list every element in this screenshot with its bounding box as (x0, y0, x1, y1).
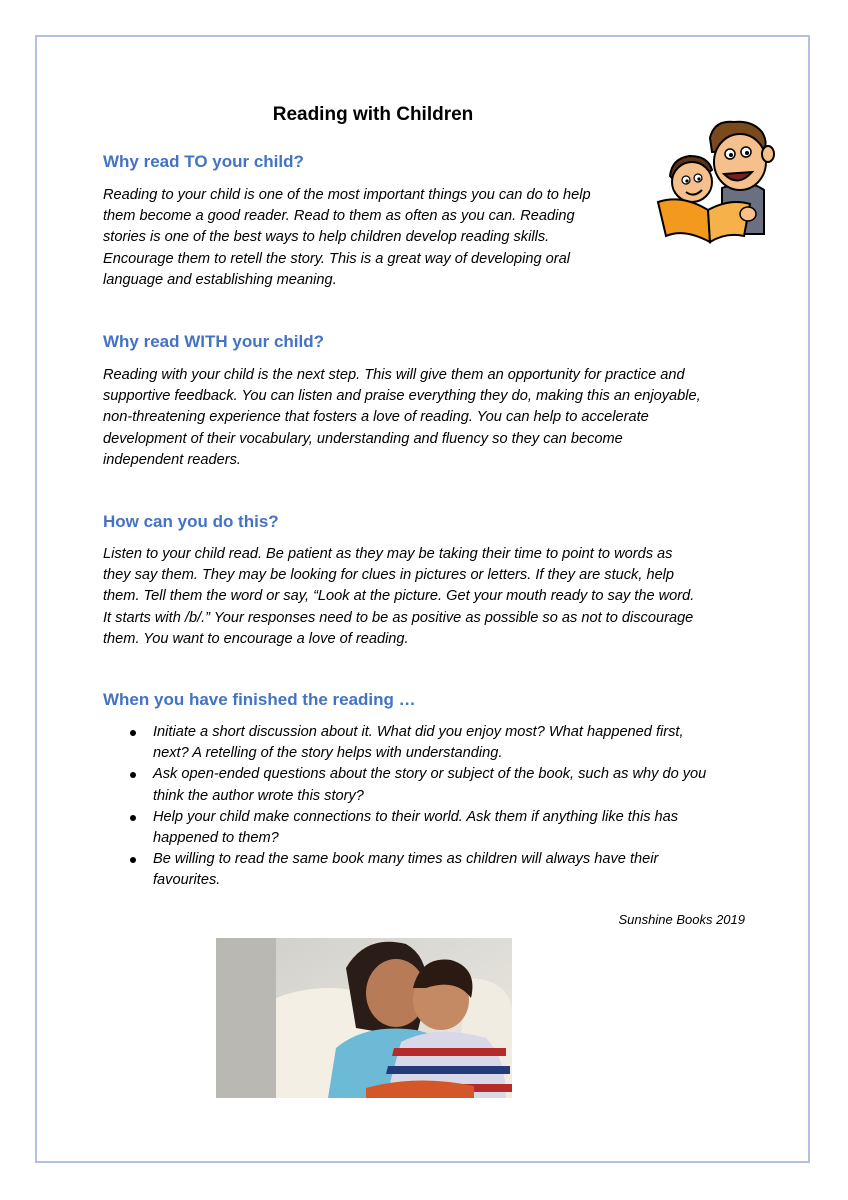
paragraph-line: they say them. They may be looking for clues in pictures or letters. If they are stuck, help (103, 567, 675, 584)
section-heading-finished: When you have finished the reading … (103, 690, 416, 709)
document-title: Reading with Children (272, 104, 474, 125)
paragraph-line: It starts with /b/.” Your responses need to be as positive as possible so as not to discourage (103, 609, 694, 626)
section-paragraph-read-to (103, 185, 633, 291)
list-item-line: Ask open-ended questions about the story or subject of the book, such as why do you (153, 766, 707, 783)
list-item-line: Help your child make connections to their world. Ask them if anything like this has (153, 808, 679, 825)
cartoon-father-son-reading-image (652, 118, 776, 246)
paragraph-line: language and establishing meaning. (103, 271, 337, 288)
list-item (103, 764, 753, 806)
list-item-line: Initiate a short discussion about it. What did you enjoy most? What happened first, (153, 724, 684, 740)
paragraph-line: them become a good reader. Read to them as often as you can. Reading (103, 208, 575, 225)
bullet-icon (130, 857, 136, 863)
bullet-icon (130, 815, 136, 821)
paragraph-line: development of their vocabulary, understanding and fluency so they can become (103, 430, 623, 447)
section-heading-read-to: Why read TO your child? (103, 152, 304, 171)
paragraph-line: Encourage them to retell the story. This is a great way of developing oral (103, 250, 570, 267)
paragraph-line: non-threatening experience that fosters a love of reading. You can help to accelerate (103, 409, 649, 426)
mother-son-reading-photo (216, 938, 512, 1098)
list-item (103, 722, 753, 764)
paragraph-line: Reading to your child is one of the most important things you can do to help (103, 187, 591, 203)
credit-line: Sunshine Books 2019 (618, 912, 745, 927)
list-item-line: think the author wrote this story? (153, 787, 364, 804)
list-item-line: happened to them? (153, 830, 279, 847)
paragraph-line: supportive feedback. You can listen and praise everything they do, making this an enjoyable, (103, 388, 701, 405)
list-item (103, 807, 753, 849)
list-item-line: next? A retelling of the story helps with understanding. (153, 745, 503, 762)
paragraph-line: independent readers. (103, 451, 241, 468)
section-paragraph-read-with (103, 365, 763, 471)
bullet-icon (130, 730, 136, 736)
paragraph-line: stories is one of the best ways to help children develop reading skills. (103, 229, 550, 246)
list-item-line: favourites. (153, 872, 221, 889)
section-heading-how: How can you do this? (103, 512, 279, 531)
section-paragraph-how (103, 544, 763, 650)
paragraph-line: Listen to your child read. Be patient as they may be taking their time to point to words as (103, 546, 673, 562)
paragraph-line: Reading with your child is the next step. This will give them an opportunity for practice and (103, 367, 685, 383)
list-item-line: Be willing to read the same book many times as children will always have their (153, 851, 659, 868)
list-item (103, 849, 753, 891)
paragraph-line: them. Tell them the word or say, “Look at the picture. Get your mouth ready to say the word. (103, 588, 695, 605)
paragraph-line: them. You want to encourage a love of reading. (103, 630, 409, 647)
bullet-icon (130, 772, 136, 778)
section-heading-read-with: Why read WITH your child? (103, 332, 325, 351)
finished-bullet-list (103, 722, 753, 892)
